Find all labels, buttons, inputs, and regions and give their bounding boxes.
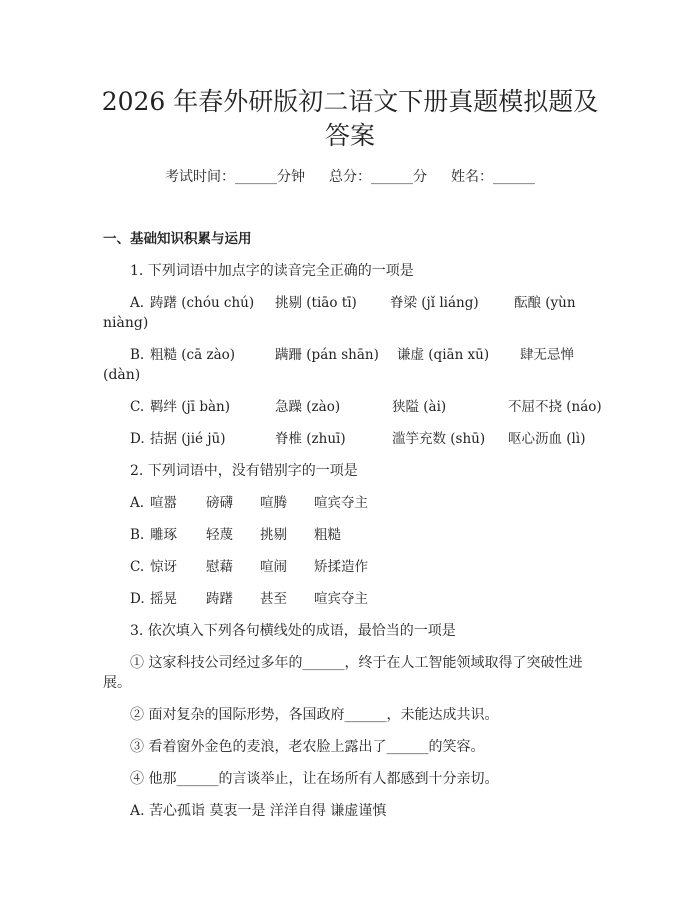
option-word: 脊椎 (zhuī) <box>275 431 346 447</box>
option-label: C. <box>130 559 145 575</box>
q3-option-a: A. 苦心孤诣 莫衷一是 洋洋自得 谦虚谨慎 <box>130 803 387 819</box>
document-title-line-1: 2026 年春外研版初二语文下册真题模拟题及 <box>101 87 599 116</box>
option-word: 蹒跚 (pán shān) <box>275 347 379 363</box>
question-2-stem: 2. 下列词语中，没有错别字的一项是 <box>130 463 358 479</box>
option-word: 踌躇 <box>206 591 233 607</box>
exam-time: 考试时间：______分钟 <box>165 169 305 185</box>
document-title-line-2: 答案 <box>324 121 375 150</box>
option-word: 矫揉造作 <box>314 559 368 575</box>
option-label: D. <box>130 591 145 607</box>
option-word: 喧闹 <box>260 559 287 575</box>
option-word: 羁绊 (jī bàn) <box>150 399 231 415</box>
option-word: 喧腾 <box>260 495 287 511</box>
option-word: 磅礴 <box>206 495 233 511</box>
option-word: 轻蔑 <box>206 527 233 543</box>
option-label: A. <box>130 295 145 311</box>
q2-option-c <box>130 557 368 577</box>
option-word: 摇晃 <box>150 591 177 607</box>
option-word: 喧宾夺主 <box>314 495 368 511</box>
q3-sentence-1-cont: 展。 <box>103 675 131 691</box>
option-word: 狭隘 (ài) <box>392 399 447 415</box>
option-word: 雕琢 <box>150 527 177 543</box>
option-word: 粗糙 <box>314 527 341 543</box>
option-word: 拮据 (jié jū) <box>150 431 226 447</box>
option-word: 挑剔 (tiāo tī) <box>275 295 357 311</box>
option-word: 不屈不挠 (náo) <box>508 399 602 415</box>
option-word: 粗糙 (cā zào) <box>150 347 236 363</box>
option-word: 挑剔 <box>260 527 287 543</box>
option-word: 酝酿 (yùn <box>514 295 576 311</box>
question-1-stem: 1. 下列词语中加点字的读音完全正确的一项是 <box>130 263 414 279</box>
option-word: 喧宾夺主 <box>314 591 368 607</box>
q2-option-d <box>130 589 368 609</box>
option-word: 喧嚣 <box>150 495 177 511</box>
exam-info <box>0 167 700 187</box>
q1-option-a-cont: niàng) <box>103 315 149 331</box>
option-label: D. <box>130 431 145 447</box>
q3-sentence-1: ① 这家科技公司经过多年的______，终于在人工智能领域取得了突破性进 <box>130 655 583 671</box>
option-word: 踌躇 (chóu chú) <box>150 295 255 311</box>
q3-sentence-3: ③ 看着窗外金色的麦浪，老农脸上露出了______的笑容。 <box>130 739 485 755</box>
q3-sentence-4: ④ 他那______的言谈举止，让在场所有人都感到十分亲切。 <box>130 771 499 787</box>
option-label: B. <box>130 347 145 363</box>
section-heading: 一、基础知识积累与运用 <box>103 231 252 247</box>
q2-option-b <box>130 525 341 545</box>
q1-option-b-cont: (dàn) <box>103 367 141 383</box>
q1-option-b <box>130 345 574 365</box>
q1-option-d <box>130 429 586 449</box>
q1-option-c <box>130 397 602 417</box>
option-word: 慰藉 <box>206 559 233 575</box>
option-word: 呕心沥血 (lì) <box>508 431 586 447</box>
option-word: 肆无忌惮 <box>520 347 574 363</box>
option-word: 急躁 (zào) <box>275 399 341 415</box>
option-label: A. <box>130 495 145 511</box>
option-word: 谦虚 (qiān xū) <box>397 347 490 363</box>
option-word: 甚至 <box>260 591 287 607</box>
option-word: 滥竽充数 (shū) <box>392 431 486 447</box>
exam-score: 总分：______分 <box>329 169 427 185</box>
question-3-stem: 3. 依次填入下列各句横线处的成语，最恰当的一项是 <box>130 623 456 639</box>
q1-option-a <box>130 293 576 313</box>
option-label: C. <box>130 399 145 415</box>
q3-sentence-2: ② 面对复杂的国际形势，各国政府______，未能达成共识。 <box>130 707 499 723</box>
exam-name: 姓名：______ <box>451 169 535 185</box>
option-word: 惊讶 <box>150 559 177 575</box>
option-label: B. <box>130 527 145 543</box>
option-word: 脊梁 (jǐ liáng) <box>390 295 479 311</box>
q2-option-a <box>130 493 368 513</box>
